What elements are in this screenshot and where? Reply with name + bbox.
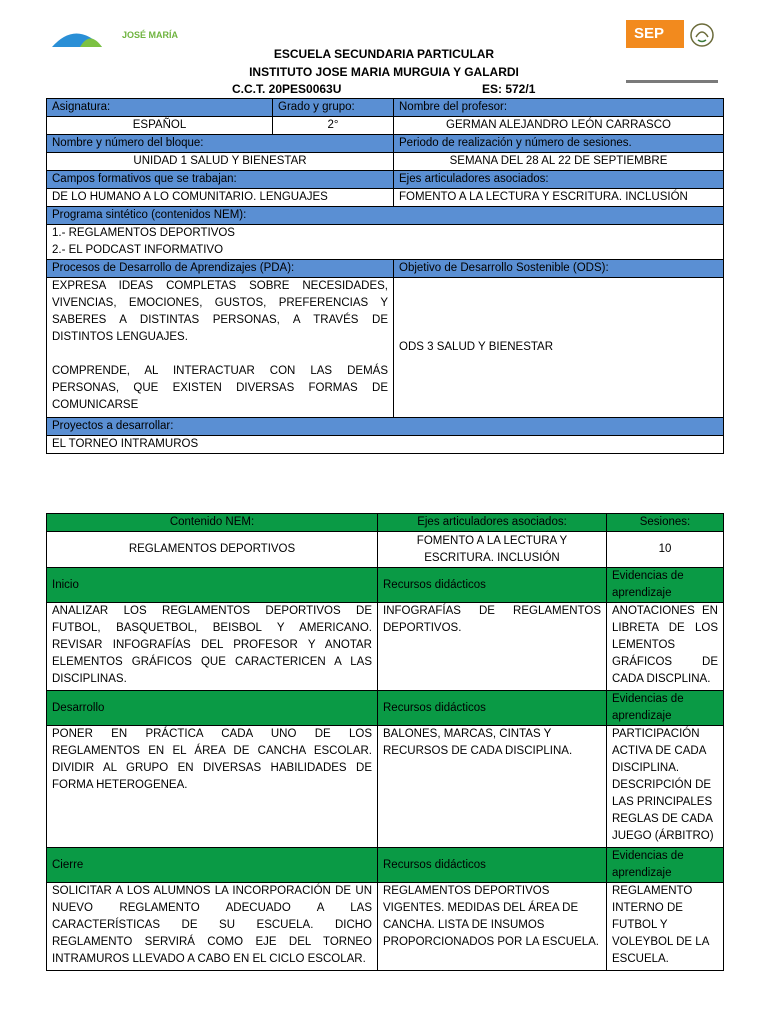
cct-code: C.C.T. 20PES0063U	[232, 82, 342, 96]
profesor-value: GERMAN ALEJANDRO LEÓN CARRASCO	[394, 117, 724, 135]
inicio-evidencias: ANOTACIONES EN LIBRETA DE LOS LEMENTOS GRÁFICOS DE CADA DISCPLINA.	[607, 603, 724, 691]
school-logo	[50, 26, 200, 48]
profesor-label: Nombre del profesor:	[394, 99, 724, 117]
desarrollo-evidencias: PARTICIPACIÓN ACTIVA DE CADA DISCIPLINA. DESCRIPCIÓN DE LAS PRINCIPALES REGLAS DE CADA JUEGO (ÁRBITRO)	[607, 726, 724, 848]
desarrollo-text: PONER EN PRÁCTICA CADA UNO DE LOS REGLAMENTOS EN EL ÁREA DE CANCHA ESCOLAR. DIVIDIR AL GRUPO EN DIVERSAS HABILIDADES DE FORMA HETEROGENEA.	[47, 726, 378, 848]
school-logo-arc-icon	[50, 26, 110, 48]
sesiones-label: Sesiones:	[607, 514, 724, 532]
asignatura-label: Asignatura:	[47, 99, 273, 117]
pda-paragraph-2: COMPRENDE, AL INTERACTUAR CON LAS DEMÁS PERSONAS, QUE EXISTEN DIVERSAS FORMAS DE COMUNICARSE	[52, 365, 388, 411]
periodo-value: SEMANA DEL 28 AL 22 DE SEPTIEMBRE	[394, 153, 724, 171]
ods-value: ODS 3 SALUD Y BIENESTAR	[394, 278, 724, 418]
inicio-evidencias-label: Evidencias de aprendizaje	[607, 568, 724, 603]
desarrollo-label: Desarrollo	[47, 691, 378, 726]
grado-value: 2°	[273, 117, 394, 135]
bloque-value: UNIDAD 1 SALUD Y BIENESTAR	[47, 153, 394, 171]
cierre-evidencias-label: Evidencias de aprendizaje	[607, 848, 724, 883]
inicio-label: Inicio	[47, 568, 378, 603]
inicio-text: ANALIZAR LOS REGLAMENTOS DEPORTIVOS DE FUTBOL, BASQUETBOL, BEISBOL Y AMERICANO. REVISAR INFOGRAFÍAS DEL PROFESOR Y ANOTAR ELEMENTOS GRÁFICOS QUE CARACTERICEN A LAS DISCIPLINAS.	[47, 603, 378, 691]
programa-item-2: 2.- EL PODCAST INFORMATIVO	[52, 244, 224, 256]
programa-value	[47, 225, 724, 260]
ods-label: Objetivo de Desarrollo Sostenible (ODS):	[394, 260, 724, 278]
bloque-label: Nombre y número del bloque:	[47, 135, 394, 153]
sess-ejes-value: FOMENTO A LA LECTURA Y ESCRITURA. INCLUSIÓN	[378, 532, 607, 568]
cierre-label: Cierre	[47, 848, 378, 883]
cierre-recursos: REGLAMENTOS DEPORTIVOS VIGENTES. MEDIDAS DEL ÁREA DE CANCHA. LISTA DE INSUMOS PROPORCIONADOS POR LA ESCUELA.	[378, 883, 607, 971]
programa-label: Programa sintético (contenidos NEM):	[47, 207, 724, 225]
proyectos-label: Proyectos a desarrollar:	[47, 418, 724, 436]
pda-paragraph-1: EXPRESA IDEAS COMPLETAS SOBRE NECESIDADES, VIVENCIAS, EMOCIONES, GUSTOS, PREFERENCIAS Y SABERES A DISTINTAS PERSONAS, A TRAVÉS DE DISTINTOS LENGUAJES.	[52, 280, 388, 343]
campos-value: DE LO HUMANO A LO COMUNITARIO. LENGUAJES	[47, 189, 394, 207]
contenido-value: REGLAMENTOS DEPORTIVOS	[47, 532, 378, 568]
cierre-recursos-label: Recursos didácticos	[378, 848, 607, 883]
ejes-label: Ejes articuladores asociados:	[394, 171, 724, 189]
pda-label: Procesos de Desarrollo de Aprendizajes (PDA):	[47, 260, 394, 278]
campos-label: Campos formativos que se trabajan:	[47, 171, 394, 189]
es-code: ES: 572/1	[482, 82, 536, 96]
school-name: ESCUELA SECUNDARIA PARTICULAR	[273, 47, 495, 61]
programa-item-1: 1.- REGLAMENTOS DEPORTIVOS	[52, 227, 235, 239]
periodo-label: Periodo de realización y número de sesiones.	[394, 135, 724, 153]
header-rule	[626, 80, 718, 83]
sessions-table	[46, 513, 724, 971]
sep-logo: SEP	[626, 20, 684, 48]
ejes-value: FOMENTO A LA LECTURA Y ESCRITURA. INCLUSIÓN	[394, 189, 724, 207]
institute-name: INSTITUTO JOSE MARIA MURGUIA Y GALARDI	[249, 65, 519, 79]
cierre-evidencias: REGLAMENTO INTERNO DE FUTBOL Y VOLEYBOL DE LA ESCUELA.	[607, 883, 724, 971]
inicio-recursos: INFOGRAFÍAS DE REGLAMENTOS DEPORTIVOS.	[378, 603, 607, 691]
inicio-recursos-label: Recursos didácticos	[378, 568, 607, 603]
sesiones-value: 10	[607, 532, 724, 568]
desarrollo-evidencias-label: Evidencias de aprendizaje	[607, 691, 724, 726]
school-logo-text: JOSÉ MARÍA	[122, 30, 179, 40]
contenido-label: Contenido NEM:	[47, 514, 378, 532]
planning-table	[46, 98, 724, 454]
grado-label: Grado y grupo:	[273, 99, 394, 117]
desarrollo-recursos: BALONES, MARCAS, CINTAS Y RECURSOS DE CADA DISCIPLINA.	[378, 726, 607, 848]
mexico-seal-icon	[688, 22, 716, 48]
sess-ejes-label: Ejes articuladores asociados:	[378, 514, 607, 532]
desarrollo-recursos-label: Recursos didácticos	[378, 691, 607, 726]
cierre-text: SOLICITAR A LOS ALUMNOS LA INCORPORACIÓN DE UN NUEVO REGLAMENTO ADECUADO A LAS CARACTERÍSTICAS DE SU ESCUELA. DICHO REGLAMENTO SERVIRÁ COMO EJE DEL TORNEO INTRAMUROS LLEVADO A CABO EN EL CICLO ESCOLAR.	[47, 883, 378, 971]
asignatura-value: ESPAÑOL	[47, 117, 273, 135]
proyectos-value: EL TORNEO INTRAMUROS	[47, 436, 724, 454]
pda-value	[47, 278, 394, 418]
